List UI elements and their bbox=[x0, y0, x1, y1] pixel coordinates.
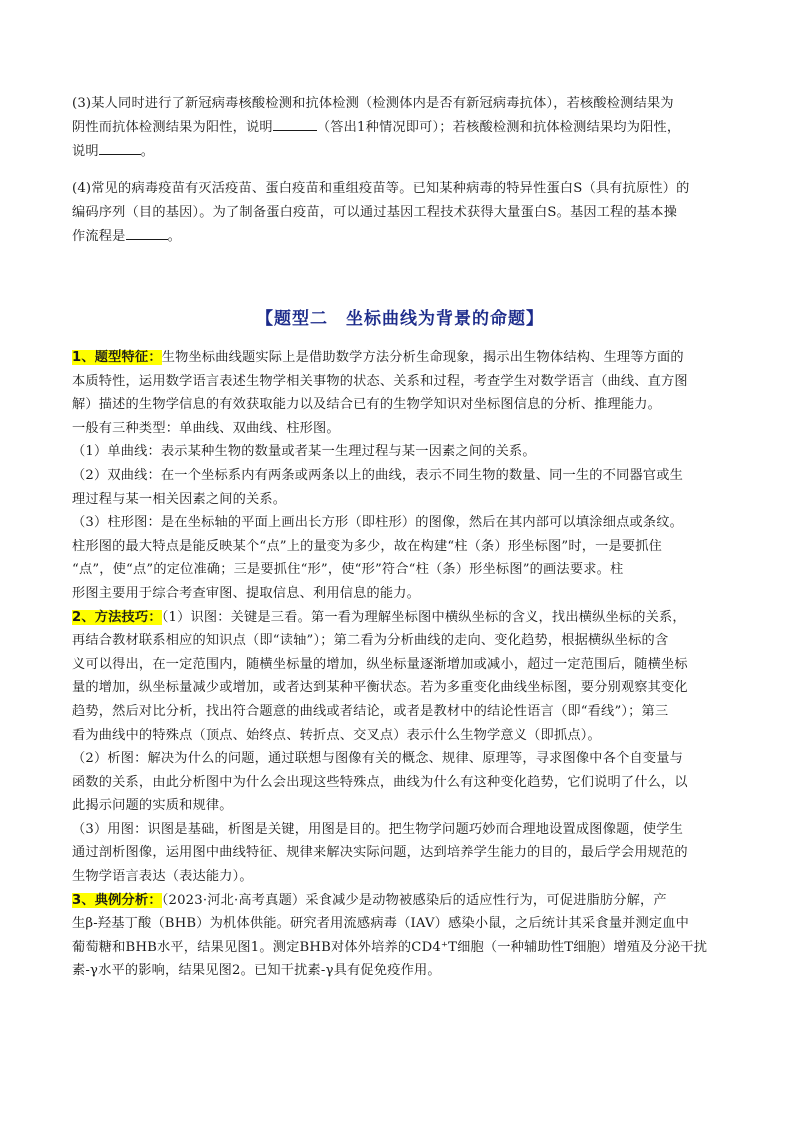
text-line: 葡萄糖和BHB水平，结果见图1。测定BHB对体外培养的CD4⁺T细胞（一种辅助性T细胞）增殖及分泌干扰 bbox=[72, 939, 708, 955]
text-line: （1）单曲线：表示某种生物的数量或者某一生理过程与某一因素之间的关系。 bbox=[72, 444, 536, 460]
highlight-label: 3、典例分析： bbox=[72, 892, 162, 908]
text-line: 义可以得出，在一定范围内，随横坐标量的增加，纵坐标量逐渐增加或减小，超过一定范围后，随横坐标 bbox=[72, 656, 688, 672]
text-line: （2）双曲线：在一个坐标系内有两条或两条以上的曲线，表示不同生物的数量、同一生的不同器官或生 bbox=[72, 467, 684, 483]
text-line: 量的增加，纵坐标量减少或增加，或者达到某种平衡状态。若为多重变化曲线坐标图，要分别观察其变化 bbox=[72, 680, 688, 696]
text-line: 生物学语言表达（表达能力）。 bbox=[72, 869, 253, 885]
text-line: 解）描述的生物学信息的有效获取能力以及结合已有的生物学知识对坐标图信息的分析、推理能力。 bbox=[72, 397, 662, 413]
text-line: （2）析图：解决为什么的问题，通过联想与图像有关的概念、规律、原理等，寻求图像中各个自变量与 bbox=[72, 751, 684, 767]
answer-blank bbox=[126, 225, 168, 240]
text-line: 形图主要用于综合考查审图、提取信息、利用信息的能力。 bbox=[72, 585, 421, 601]
highlight-label: 1、题型特征： bbox=[72, 350, 162, 365]
section-body bbox=[72, 346, 732, 983]
text-line: 趋势，然后对比分析，找出符合题意的曲线或者结论，或者是教材中的结论性语言（即“看线”）；第三 bbox=[72, 703, 669, 719]
text-line: 此揭示问题的实质和规律。 bbox=[72, 798, 233, 814]
text-line: “点”，使“点”的定位准确；三是要抓住“形”，使“形”符合“柱（条）形坐标图”的画法要求。柱 bbox=[72, 562, 624, 578]
answer-blank bbox=[273, 116, 317, 131]
text-line: 一般有三种类型：单曲线、双曲线、柱形图。 bbox=[72, 420, 340, 436]
text-line: (3)某人同时进行了新冠病毒核酸检测和抗体检测（检测体内是否有新冠病毒抗体），若核酸检测结果为 bbox=[72, 96, 674, 111]
section-title: 【题型二 坐标曲线为背景的命题】 bbox=[256, 309, 544, 329]
text-line: (4)常见的病毒疫苗有灭活疫苗、蛋白疫苗和重组疫苗等。已知某种病毒的特异性蛋白S（具有抗原性）的 bbox=[72, 181, 690, 196]
text-line: 1、题型特征：生物坐标曲线题实际上是借助数学方法分析生命现象，揭示出生物体结构、生理等方面的 bbox=[72, 350, 684, 365]
text-line: 说明 。 bbox=[72, 140, 732, 164]
text-line: （3）柱形图：是在坐标轴的平面上画出长方形（即柱形）的图像，然后在其内部可以填涂细点或条纹。 bbox=[72, 515, 684, 531]
text-line: 再结合教材联系相应的知识点（即“读轴”）；第二看为分析曲线的走向、变化趋势，根据横纵坐标的含 bbox=[72, 633, 669, 649]
text-line: 通过剖析图像，运用图中曲线特征、规律来解决实际问题，达到培养学生能力的目的，最后学会用规范的 bbox=[72, 845, 688, 861]
text-line: 2、方法技巧：（1）识图：关键是三看。第一看为理解坐标图中横纵坐标的含义，找出横纵坐标的关系， bbox=[72, 609, 686, 625]
text-line: 编码序列（目的基因）。为了制备蛋白疫苗，可以通过基因工程技术获得大量蛋白S。基因工程的基本操 bbox=[72, 205, 678, 220]
question-3 bbox=[72, 92, 732, 164]
text-line: 阴性而抗体检测结果为阳性，说明 （答出1种情况即可）；若核酸检测和抗体检测结果均为阳性， bbox=[72, 116, 732, 140]
text-line: 看为曲线中的特殊点（顶点、始终点、转折点、交叉点）表示什么生物学意义（即抓点）。 bbox=[72, 727, 601, 743]
highlight-label: 2、方法技巧： bbox=[72, 609, 162, 625]
text-line: 生β-羟基丁酸（BHB）为机体供能。研究者用流感病毒（IAV）感染小鼠，之后统计其采食量并测定血中 bbox=[72, 916, 690, 932]
text-line: 函数的关系，由此分析图中为什么会出现这些特殊点，曲线为什么有这种变化趋势，它们说明了什么，以 bbox=[72, 774, 688, 790]
question-4 bbox=[72, 177, 732, 249]
text-line: 作流程是 。 bbox=[72, 225, 732, 249]
text-line: （3）用图：识图是基础，析图是关键，用图是目的。把生物学问题巧妙而合理地设置成图像题，使学生 bbox=[72, 821, 684, 837]
text-line: 柱形图的最大特点是能反映某个“点”上的量变为多少，故在构建“柱（条）形坐标图”时，一是要抓住 bbox=[72, 538, 663, 554]
answer-blank bbox=[99, 140, 141, 155]
text-line: 本质特性，运用数学语言表述生物学相关事物的状态、关系和过程，考查学生对数学语言（曲线、直方图 bbox=[72, 373, 688, 389]
text-line: 理过程与某一相关因素之间的关系。 bbox=[72, 491, 287, 507]
text-line: 素-γ水平的影响，结果见图2。已知干扰素-γ具有促免疫作用。 bbox=[72, 963, 441, 979]
text-line: 3、典例分析：（2023·河北·高考真题）采食减少是动物被感染后的适应性行为，可促进脂肪分解，产 bbox=[72, 892, 667, 908]
